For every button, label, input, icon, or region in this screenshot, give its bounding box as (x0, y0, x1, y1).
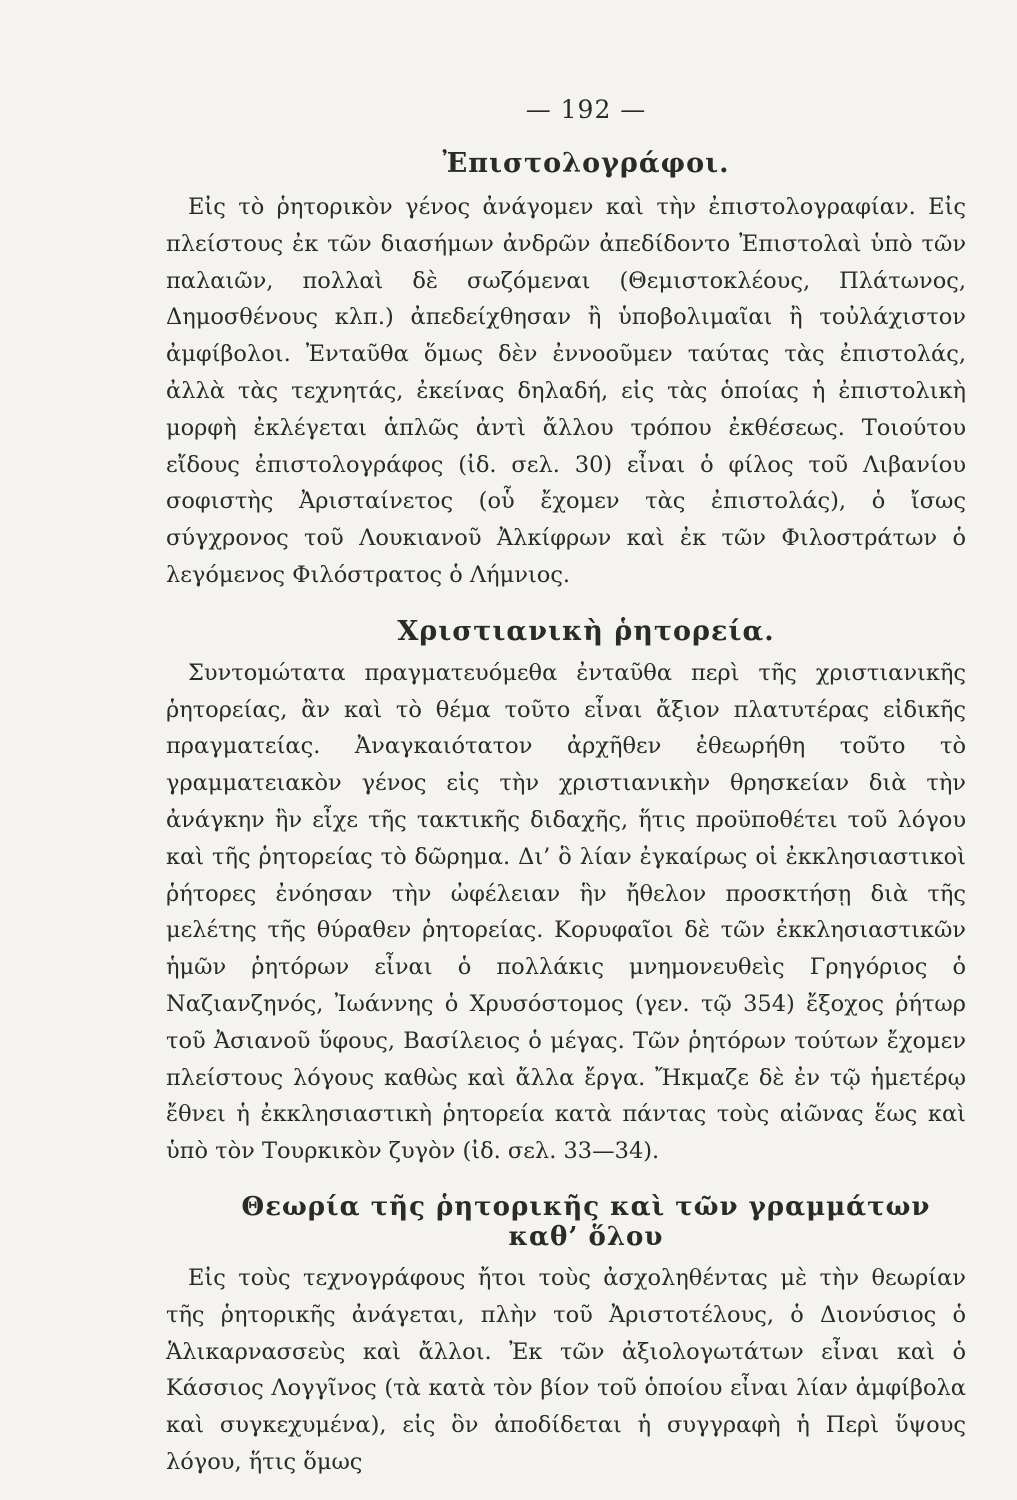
section-heading-theory-of-rhetoric: Θεωρία τῆς ῥητορικῆς καὶ τῶν γραμμάτων καθ’ ὅλου (241, 1191, 931, 1252)
page-number: — 192 — (525, 95, 647, 124)
section-theory-of-rhetoric (166, 1192, 966, 1481)
section-christian-rhetoric (166, 616, 966, 1170)
book-page (166, 95, 966, 1481)
section-heading-christian-rhetoric: Χριστιανικὴ ῥητορεία. (397, 615, 775, 647)
section-paragraph-theory-of-rhetoric: Εἰς τοὺς τεχνογράφους ἤτοι τοὺς ἀσχοληθέντας μὲ τὴν θεωρίαν τῆς ῥητορικῆς ἀνάγεται, πλὴν τοῦ Ἀριστοτέλους, ὁ Διονύσιος ὁ Ἁλικαρνασσεὺς καὶ ἄλλοι. Ἐκ τῶν ἀξιολογωτάτων εἶναι καὶ ὁ Κάσσιος Λογγῖνος (τὰ κατὰ τὸν βίον τοῦ ὁποίου εἶναι λίαν ἀμφίβολα καὶ συγκεχυμένα), εἰς ὃν ἀποδίδεται ἡ συγγραφὴ ἡ Περὶ ὕψους λόγου, ἥτις ὅμως (166, 1264, 966, 1475)
section-paragraph-christian-rhetoric: Συντομώτατα πραγματευόμεθα ἐνταῦθα περὶ τῆς χριστιανικῆς ῥητορείας, ἂν καὶ τὸ θέμα τοῦτο εἶναι ἄξιον πλατυτέρας εἰδικῆς πραγματείας. Ἀναγκαιότατον ἀρχῆθεν ἐθεωρήθη τοῦτο τὸ γραμματειακὸν γένος εἰς τὴν χριστιανικὴν θρησκείαν διὰ τὴν ἀνάγκην ἣν εἶχε τῆς τακτικῆς διδαχῆς, ἥτις προϋποθέτει τοῦ λόγου καὶ τῆς ῥητορείας τὸ δῶρημα. Δι’ ὃ λίαν ἐγκαίρως οἱ ἐκκλησιαστικοὶ ῥήτορες ἐνόησαν τὴν ὠφέλειαν ἣν ἤθελον προσκτήσῃ διὰ τῆς μελέτης τῆς θύραθεν ῥητορείας. Κορυφαῖοι δὲ τῶν ἐκκλησιαστικῶν ἡμῶν ῥητόρων εἶναι ὁ πολλάκις μνημονευθεὶς Γρηγόριος ὁ Ναζιανζηνός, Ἰωάννης ὁ Χρυσόστομος (γεν. τῷ 354) ἔξοχος ῥήτωρ τοῦ Ἀσιανοῦ ὕφους, Βασίλειος ὁ μέγας. Τῶν ῥητόρων τούτων ἔχομεν πλείστους λόγους καθὼς καὶ ἄλλα ἔργα. Ἤκμαζε δὲ ἐν τῷ ἡμετέρῳ ἔθνει ἡ ἐκκλησιαστικὴ ῥητορεία κατὰ πάντας τοὺς αἰῶνας ἕως καὶ ὑπὸ τὸν Τουρκικὸν ζυγὸν (ἰδ. σελ. 33—34). (166, 659, 966, 1165)
section-paragraph-epistolographers: Εἰς τὸ ῥητορικὸν γένος ἀνάγομεν καὶ τὴν ἐπιστολογραφίαν. Εἰς πλείστους ἐκ τῶν διασήμων ἀνδρῶν ἀπεδίδοντο Ἐπιστολαὶ ὑπὸ τῶν παλαιῶν, πολλαὶ δὲ σωζόμεναι (Θεμιστοκλέους, Πλάτωνος, Δημοσθένους κλπ.) ἀπεδείχθησαν ἢ ὑποβολιμαῖαι ἢ τοὐλάχιστον ἀμφίβολοι. Ἐνταῦθα ὅμως δὲν ἐννοοῦμεν ταύτας τὰς ἐπιστολάς, ἀλλὰ τὰς τεχνητάς, ἐκείνας δηλαδή, εἰς τὰς ὁποίας ἡ ἐπιστολικὴ μορφὴ ἐκλέγεται ἁπλῶς ἀντὶ ἄλλου τρόπου ἐκθέσεως. Τοιούτου εἴδους ἐπιστολογράφος (ἰδ. σελ. 30) εἶναι ὁ φίλος τοῦ Λιβανίου σοφιστὴς Ἀρισταίνετος (οὗ ἔχομεν τὰς ἐπιστολάς), ὁ ἴσως σύγχρονος τοῦ Λουκιανοῦ Ἀλκίφρων καὶ ἐκ τῶν Φιλοστράτων ὁ λεγόμενος Φιλόστρατος ὁ Λήμνιος. (166, 194, 966, 588)
section-epistolographers (166, 148, 966, 594)
section-heading-epistolographers: Ἐπιστολογράφοι. (442, 148, 730, 179)
